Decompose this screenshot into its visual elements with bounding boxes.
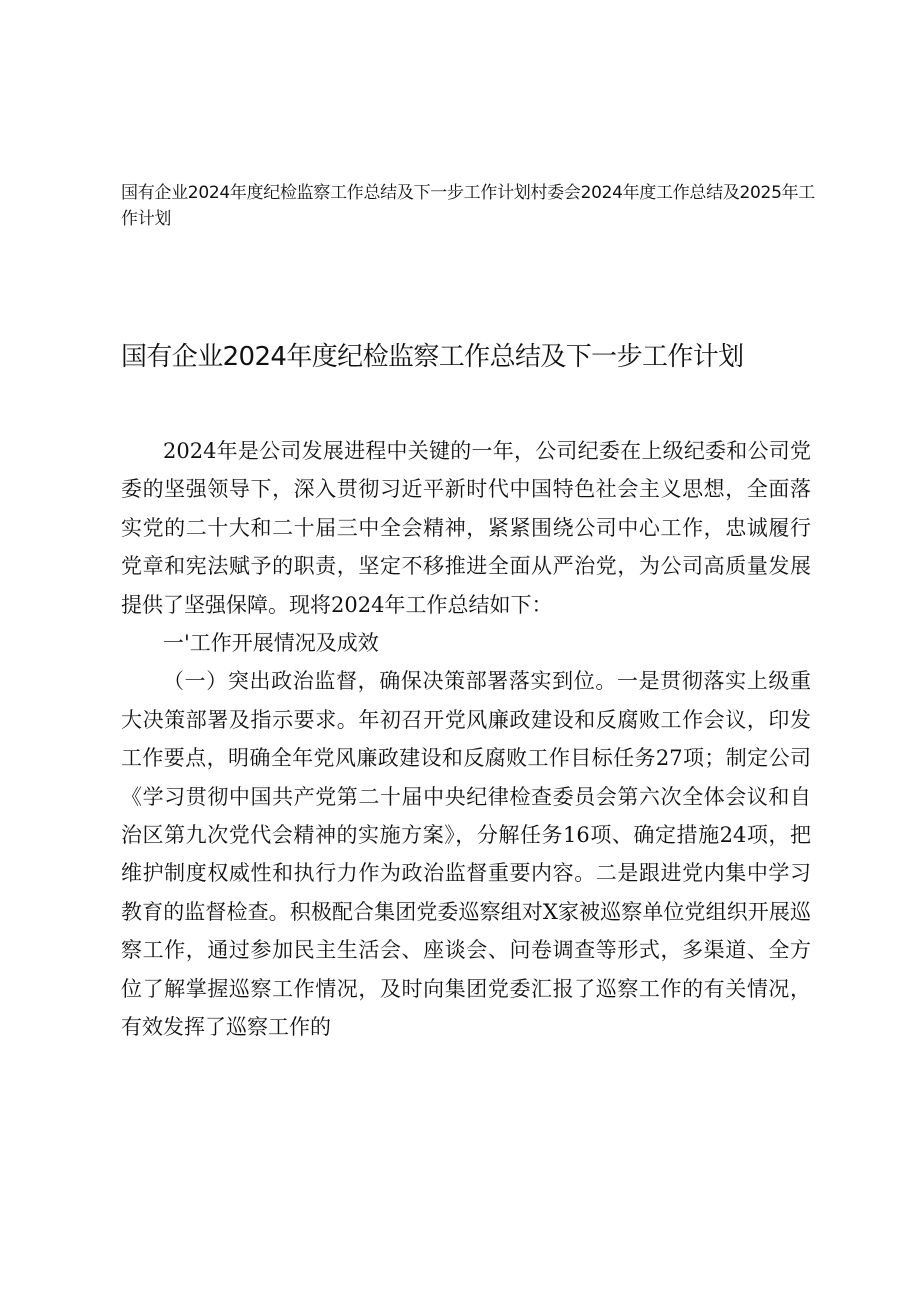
document-body xyxy=(121,432,811,1047)
document-title: 国有企业2024年度纪检监察工作总结及下一步工作计划 xyxy=(121,342,744,372)
paragraph-intro: 2024年是公司发展进程中关键的一年，公司纪委在上级纪委和公司党委的坚强领导下，深入贯彻习近平新时代中国特色社会主义思想，全面落实党的二十大和二十届三中全会精神，紧紧围绕公司中心工作，忠诚履行党章和宪法赋予的职责，坚定不移推进全面从严治党，为公司高质量发展提供了坚强保障。现将2024年工作总结如下： xyxy=(121,439,811,617)
paragraph-political-supervision: （一）突出政治监督，确保决策部署落实到位。一是贯彻落实上级重大决策部署及指示要求。年初召开党风廉政建设和反腐败工作会议，印发工作要点，明确全年党风廉政建设和反腐败工作目标任务27项；制定公司《学习贯彻中国共产党第二十届中央纪律检查委员会第六次全体会议和自治区第九次党代会精神的实施方案》，分解任务16项、确定措施24项，把维护制度权威性和执行力作为政治监督重要内容。二是跟进党内集中学习教育的监督检查。积极配合集团党委巡察组对X家被巡察单位党组织开展巡察工作，通过参加民主生活会、座谈会、问卷调查等形式，多渠道、全方位了解掌握巡察工作情况，及时向集团党委汇报了巡察工作的有关情况，有效发挥了巡察工作的 xyxy=(121,669,811,1040)
combined-header-title: 国有企业2024年度纪检监察工作总结及下一步工作计划村委会2024年度工作总结及2025年工作计划 xyxy=(121,183,815,229)
section-heading: 一'工作开展情况及成效 xyxy=(163,631,379,656)
